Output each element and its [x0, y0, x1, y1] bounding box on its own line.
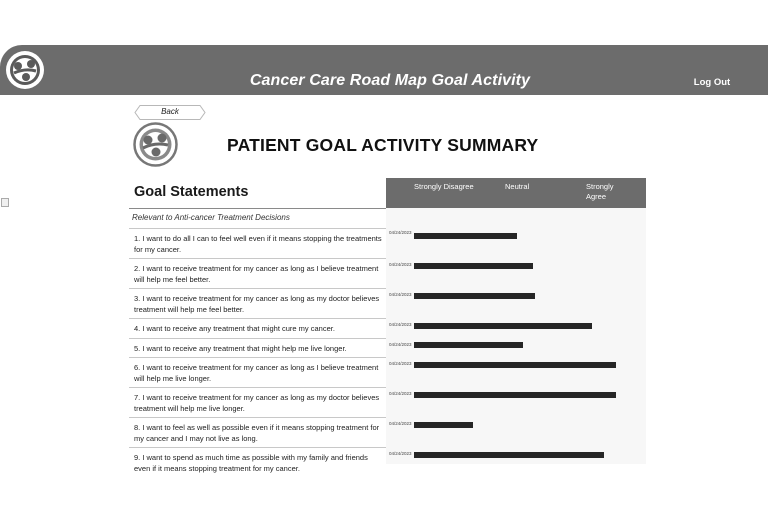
goal-row	[129, 338, 386, 357]
goal-statement: 9. I want to spend as much time as possible with my family and friends even if it means stopping treatment for my cancer.	[134, 453, 368, 473]
goal-date: 04/24/2023	[389, 361, 412, 366]
goal-bar	[414, 323, 592, 329]
heading-divider	[129, 208, 386, 209]
goal-row	[129, 318, 386, 338]
goal-row	[129, 258, 386, 288]
broken-image-icon	[1, 198, 9, 207]
goal-statement: 7. I want to receive treatment for my cancer as long as my doctor believes treatment will help me live longer.	[134, 393, 380, 413]
scale-label-neutral: Neutral	[505, 182, 530, 191]
goal-bar	[414, 293, 535, 299]
goal-bar	[414, 233, 517, 239]
goal-date: 04/24/2023	[389, 230, 412, 235]
brand-logo-icon	[133, 122, 178, 167]
goal-bar	[414, 362, 616, 368]
goal-row	[129, 387, 386, 417]
goal-row	[129, 447, 386, 477]
goal-row	[129, 417, 386, 447]
goal-date: 04/24/2023	[389, 322, 412, 327]
back-button-label: Back	[161, 107, 179, 116]
goal-statement: 1. I want to do all I can to feel well even if it means stopping the treatments for my cancer.	[134, 234, 382, 254]
goal-date: 04/24/2023	[389, 262, 412, 267]
goal-row	[129, 288, 386, 318]
goal-bar	[414, 452, 604, 458]
goal-row	[129, 228, 386, 258]
goal-date: 04/24/2023	[389, 451, 412, 456]
goal-statement: 6. I want to receive treatment for my cancer as long as I believe treatment will help me live longer.	[134, 363, 379, 383]
goal-bar	[414, 422, 473, 428]
goal-date: 04/24/2023	[389, 342, 412, 347]
goal-bar	[414, 392, 616, 398]
goal-bar	[414, 342, 523, 348]
scale-header	[386, 178, 646, 208]
scale-label-strongly-agree: Strongly Agree	[586, 182, 614, 201]
goal-date: 04/24/2023	[389, 292, 412, 297]
goal-statement: 2. I want to receive treatment for my cancer as long as I believe treatment will help me feel better.	[134, 264, 379, 284]
logout-link[interactable]: Log Out	[693, 77, 731, 88]
goal-date: 04/24/2023	[389, 391, 412, 396]
goal-statement: 5. I want to receive any treatment that might help me live longer.	[134, 344, 347, 353]
goal-statements-heading: Goal Statements	[134, 184, 249, 200]
app-header	[0, 45, 768, 95]
goal-statement: 4. I want to receive any treatment that might cure my cancer.	[134, 324, 335, 333]
scale-label-strongly-disagree: Strongly Disagree	[414, 182, 474, 191]
section-label: Relevant to Anti-cancer Treatment Decisions	[132, 213, 290, 222]
goal-statement: 3. I want to receive treatment for my cancer as long as my doctor believes treatment will help me feel better.	[134, 294, 380, 314]
goal-row	[129, 357, 386, 387]
goal-date: 04/24/2023	[389, 421, 412, 426]
app-logo-icon	[4, 49, 46, 91]
app-title: Cancer Care Road Map Goal Activity	[249, 72, 531, 89]
back-button[interactable]	[134, 105, 206, 120]
goal-bar	[414, 263, 533, 269]
goal-statement: 8. I want to feel as well as possible even if it means stopping treatment for my cancer and I may not live as long.	[134, 423, 380, 443]
page-title: PATIENT GOAL ACTIVITY SUMMARY	[227, 135, 539, 155]
